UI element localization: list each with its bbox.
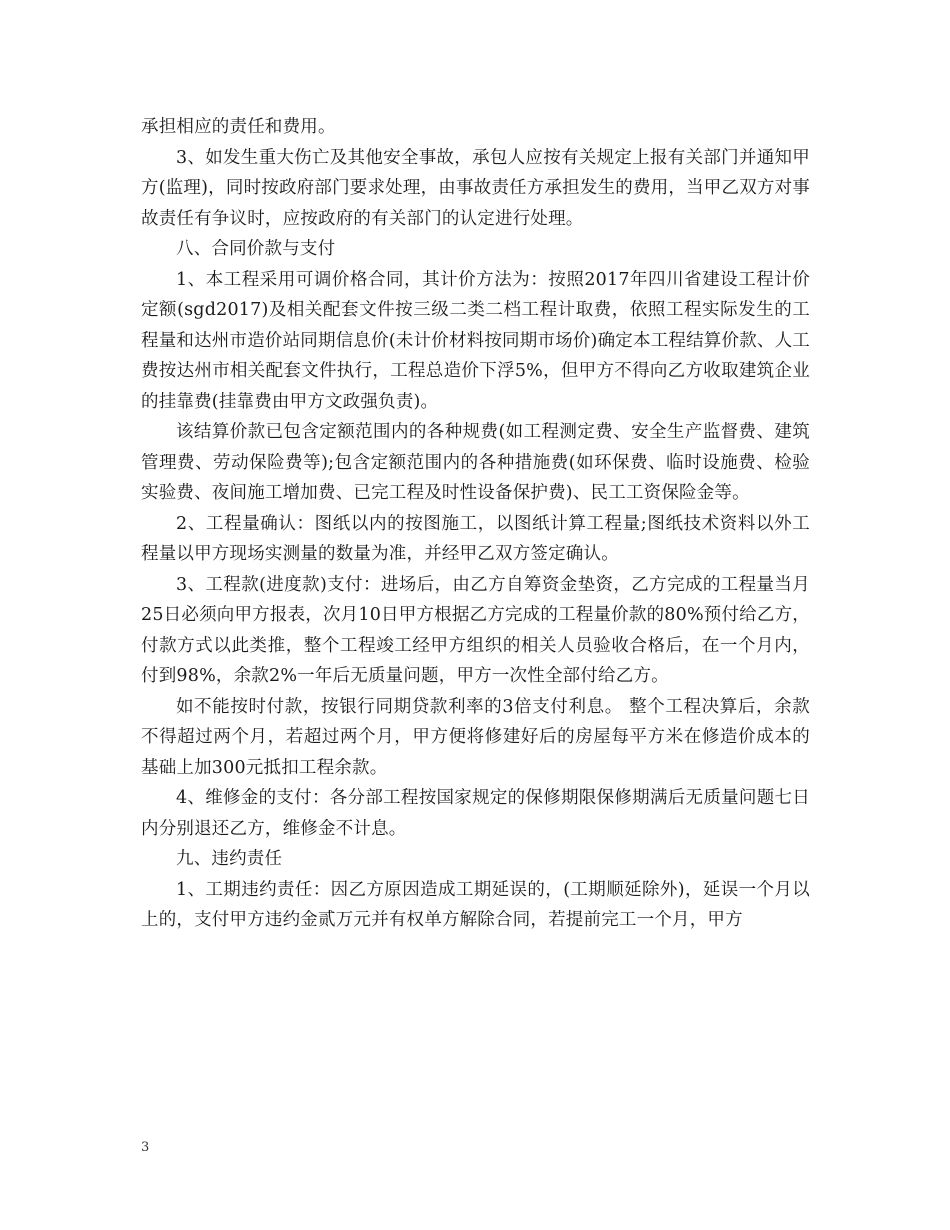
- paragraph-pricing-method: 1、本工程采用可调价格合同，其计价方法为：按照2017年四川省建设工程计价定额(sgd2017)及相关配套文件按三级二类二档工程计取费，依照工程实际发生的工程量和达州市造价站同期信息价(未计价材料按同期市场价)确定本工程结算价款、人工费按达州市相关配套文件执行，工程总造价下浮5%，但甲方不得向乙方收取建筑企业的挂靠费(挂靠费由甲方文政强负责)。: [141, 269, 810, 412]
- paragraph-safety-accident: 3、如发生重大伤亡及其他安全事故，承包人应按有关规定上报有关部门并通知甲方(监理)，同时按政府部门要求处理，由事故责任方承担发生的费用，当甲乙双方对事故责任有争议时，应按政府的有关部门的认定进行处理。: [141, 147, 810, 229]
- page-number: 3: [141, 1140, 150, 1155]
- paragraph-quantity-confirmation: 2、工程量确认：图纸以内的按图施工，以图纸计算工程量;图纸技术资料以外工程量以甲方现场实测量的数量为准，并经甲乙双方签定确认。: [141, 513, 810, 564]
- paragraph-progress-payment: 3、工程款(进度款)支付：进场后，由乙方自筹资金垫资，乙方完成的工程量当月25日必须向甲方报表，次月10日甲方根据乙方完成的工程量价款的80%预付给乙方，付款方式以此类推，整个工程竣工经甲方组织的相关人员验收合格后，在一个月内，付到98%，余款2%一年后无质量问题，甲方一次性全部付给乙方。: [141, 574, 810, 686]
- paragraph-maintenance-fund: 4、维修金的支付：各分部工程按国家规定的保修期限保修期满后无质量问题七日内分别退还乙方，维修金不计息。: [141, 788, 810, 839]
- section-heading-contract-price: 八、合同价款与支付: [176, 239, 336, 259]
- paragraph-schedule-liability: 1、工期违约责任：因乙方原因造成工期延误的，(工期顺延除外)，延误一个月以上的，支付甲方违约金贰万元并有权单方解除合同，若提前完工一个月，甲方: [141, 879, 810, 930]
- document-body: [141, 112, 810, 936]
- paragraph-late-payment: 如不能按时付款，按银行同期贷款利率的3倍支付利息。 整个工程决算后，余款不得超过两个月，若超过两个月，甲方便将修建好后的房屋每平方米在修造价成本的基础上加300元抵扣工程余款。: [141, 696, 810, 778]
- paragraph-settlement-fees: 该结算价款已包含定额范围内的各种规费(如工程测定费、安全生产监督费、建筑管理费、劳动保险费等);包含定额范围内的各种措施费(如环保费、临时设施费、检验实验费、夜间施工增加费、已完工程及时性设备保护费)、民工工资保险金等。: [141, 422, 810, 503]
- section-heading-liability: 九、违约责任: [176, 849, 283, 869]
- paragraph-continuation: 承担相应的责任和费用。: [141, 117, 336, 137]
